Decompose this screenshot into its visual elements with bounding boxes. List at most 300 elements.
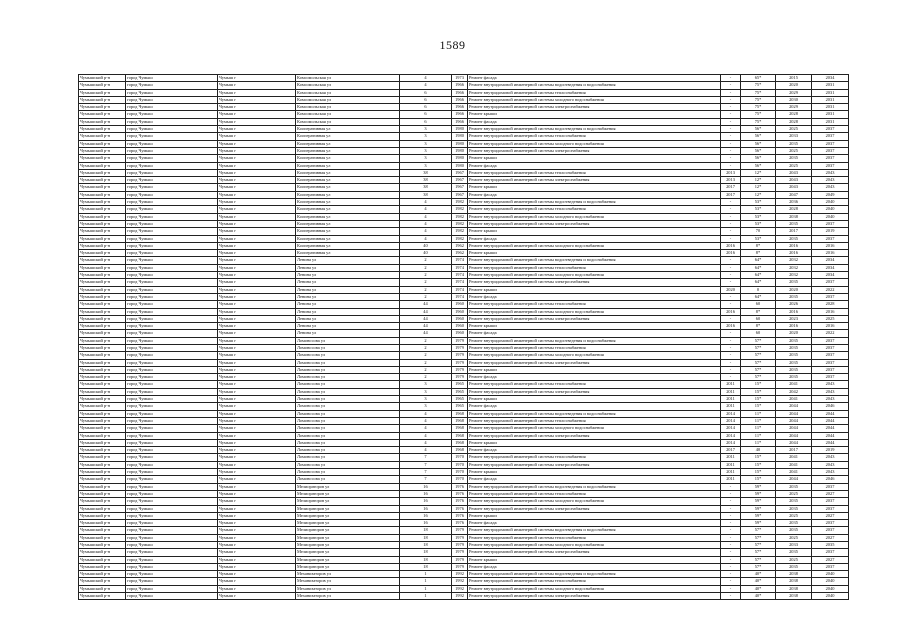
locality-cell: Чумыш г [218, 104, 296, 111]
street-cell: Ленина ул [296, 279, 400, 286]
house-number-cell: 3 [400, 140, 452, 147]
last-repair-year-cell: - [721, 301, 741, 308]
street-cell: Механизаторов ул [296, 585, 400, 592]
district-cell: Чумышский р-н [79, 352, 126, 359]
table-row [79, 585, 849, 592]
locality-cell: Чумыш г [218, 585, 296, 592]
house-number-cell: 44 [400, 330, 452, 337]
build-year-cell: 1968 [452, 432, 468, 439]
build-year-cell: 1979 [452, 344, 468, 351]
table-row [79, 133, 849, 140]
last-repair-year-cell: - [721, 206, 741, 213]
planned-end-cell: 2044 [812, 425, 849, 432]
district-cell: Чумышский р-н [79, 330, 126, 337]
table-row [79, 286, 849, 293]
settlement-cell: город Чумыш [126, 301, 218, 308]
work-type-cell: Ремонт внутридомовой инженерной системы электроснабжения [468, 388, 721, 395]
street-cell: Комсомольская ул [296, 89, 400, 96]
planned-end-cell: 2049 [812, 191, 849, 198]
wear-percent-cell: 15* [741, 403, 776, 410]
table-row [79, 432, 849, 439]
locality-cell: Чумыш г [218, 286, 296, 293]
table-row [79, 82, 849, 89]
planned-end-cell: 2031 [812, 89, 849, 96]
wear-percent-cell: 75* [741, 96, 776, 103]
settlement-cell: город Чумыш [126, 155, 218, 162]
house-number-cell: 1 [400, 578, 452, 585]
build-year-cell: 1974 [452, 264, 468, 271]
street-cell: Механизаторов ул [296, 571, 400, 578]
house-number-cell: 16 [400, 512, 452, 519]
settlement-cell: город Чумыш [126, 549, 218, 556]
street-cell: Кооперативная ул [296, 147, 400, 154]
build-year-cell: 1982 [452, 199, 468, 206]
house-number-cell: 40 [400, 250, 452, 257]
wear-percent-cell: 64* [741, 293, 776, 300]
street-cell: Ленина ул [296, 293, 400, 300]
table-row [79, 228, 849, 235]
planned-end-cell: 2037 [812, 147, 849, 154]
district-cell: Чумышский р-н [79, 381, 126, 388]
planned-start-cell: 2026 [776, 301, 812, 308]
planned-start-cell: 2035 [776, 563, 812, 570]
build-year-cell: 1982 [452, 213, 468, 220]
wear-percent-cell: 57* [741, 563, 776, 570]
work-type-cell: Ремонт фасада [468, 235, 721, 242]
house-number-cell: 1 [400, 571, 452, 578]
work-type-cell: Ремонт внутридомовой инженерной системы водоотведения и водоснабжения [468, 527, 721, 534]
work-type-cell: Ремонт внутридомовой инженерной системы холодного водоснабжения [468, 352, 721, 359]
district-cell: Чумышский р-н [79, 512, 126, 519]
planned-end-cell: 2037 [812, 505, 849, 512]
street-cell: Комсомольская ул [296, 75, 400, 82]
district-cell: Чумышский р-н [79, 476, 126, 483]
settlement-cell: город Чумыш [126, 242, 218, 249]
street-cell: Ломоносова ул [296, 352, 400, 359]
street-cell: Мелиораторов ул [296, 542, 400, 549]
wear-percent-cell: 75* [741, 89, 776, 96]
planned-start-cell: 2016 [776, 242, 812, 249]
district-cell: Чумышский р-н [79, 155, 126, 162]
build-year-cell: 1979 [452, 542, 468, 549]
build-year-cell: 1992 [452, 585, 468, 592]
settlement-cell: город Чумыш [126, 352, 218, 359]
table-row [79, 118, 849, 125]
district-cell: Чумышский р-н [79, 571, 126, 578]
planned-end-cell: 2043 [812, 381, 849, 388]
settlement-cell: город Чумыш [126, 220, 218, 227]
street-cell: Комсомольская ул [296, 82, 400, 89]
district-cell: Чумышский р-н [79, 344, 126, 351]
last-repair-year-cell: - [721, 235, 741, 242]
district-cell: Чумышский р-н [79, 104, 126, 111]
planned-start-cell: 2035 [776, 155, 812, 162]
table-row [79, 461, 849, 468]
last-repair-year-cell: - [721, 220, 741, 227]
settlement-cell: город Чумыш [126, 534, 218, 541]
planned-start-cell: 2038 [776, 593, 812, 600]
district-cell: Чумышский р-н [79, 483, 126, 490]
build-year-cell: 1979 [452, 359, 468, 366]
planned-start-cell: 2044 [776, 425, 812, 432]
build-year-cell: 1974 [452, 279, 468, 286]
last-repair-year-cell: 2014 [721, 425, 741, 432]
planned-start-cell: 2029 [776, 89, 812, 96]
house-number-cell: 2 [400, 374, 452, 381]
district-cell: Чумышский р-н [79, 75, 126, 82]
wear-percent-cell: 15* [741, 388, 776, 395]
table-row [79, 396, 849, 403]
table-row [79, 184, 849, 191]
district-cell: Чумышский р-н [79, 242, 126, 249]
work-type-cell: Ремонт внутридомовой инженерной системы электроснабжения [468, 461, 721, 468]
build-year-cell: 1982 [452, 206, 468, 213]
house-number-cell: 16 [400, 490, 452, 497]
street-cell: Ломоносова ул [296, 439, 400, 446]
settlement-cell: город Чумыш [126, 439, 218, 446]
street-cell: Ломоносова ул [296, 359, 400, 366]
wear-percent-cell: 56* [741, 147, 776, 154]
planned-end-cell: 2034 [812, 75, 849, 82]
build-year-cell: 1976 [452, 520, 468, 527]
wear-percent-cell: 57* [741, 542, 776, 549]
build-year-cell: 1968 [452, 410, 468, 417]
last-repair-year-cell: 2011 [721, 381, 741, 388]
street-cell: Ломоносова ул [296, 396, 400, 403]
locality-cell: Чумыш г [218, 337, 296, 344]
settlement-cell: город Чумыш [126, 308, 218, 315]
settlement-cell: город Чумыш [126, 520, 218, 527]
build-year-cell: 1966 [452, 96, 468, 103]
wear-percent-cell: 57* [741, 352, 776, 359]
table-row [79, 512, 849, 519]
wear-percent-cell: 15* [741, 454, 776, 461]
district-cell: Чумышский р-н [79, 403, 126, 410]
table-row [79, 520, 849, 527]
district-cell: Чумышский р-н [79, 490, 126, 497]
planned-end-cell: 2037 [812, 162, 849, 169]
locality-cell: Чумыш г [218, 75, 296, 82]
planned-start-cell: 2035 [776, 483, 812, 490]
planned-start-cell: 2033 [776, 542, 812, 549]
build-year-cell: 1967 [452, 177, 468, 184]
last-repair-year-cell: - [721, 578, 741, 585]
last-repair-year-cell: - [721, 257, 741, 264]
work-type-cell: Ремонт внутридомовой инженерной системы холодного водоснабжения [468, 308, 721, 315]
locality-cell: Чумыш г [218, 191, 296, 198]
planned-start-cell: 2035 [776, 235, 812, 242]
wear-percent-cell: 40* [741, 571, 776, 578]
locality-cell: Чумыш г [218, 381, 296, 388]
table-row [79, 359, 849, 366]
work-type-cell: Ремонт фасада [468, 162, 721, 169]
wear-percent-cell: 60 [741, 315, 776, 322]
build-year-cell: 1992 [452, 578, 468, 585]
last-repair-year-cell: - [721, 104, 741, 111]
last-repair-year-cell: 2011 [721, 388, 741, 395]
planned-end-cell: 2040 [812, 199, 849, 206]
planned-start-cell: 2020 [776, 330, 812, 337]
planned-start-cell: 2030 [776, 96, 812, 103]
planned-start-cell: 2047 [776, 191, 812, 198]
build-year-cell: 1970 [452, 461, 468, 468]
settlement-cell: город Чумыш [126, 366, 218, 373]
work-type-cell: Ремонт фасада [468, 520, 721, 527]
district-cell: Чумышский р-н [79, 184, 126, 191]
last-repair-year-cell: - [721, 140, 741, 147]
planned-start-cell: 2035 [776, 374, 812, 381]
planned-start-cell: 2016 [776, 323, 812, 330]
planned-start-cell: 2025 [776, 534, 812, 541]
settlement-cell: город Чумыш [126, 454, 218, 461]
street-cell: Ломоносова ул [296, 403, 400, 410]
last-repair-year-cell: - [721, 111, 741, 118]
district-cell: Чумышский р-н [79, 410, 126, 417]
build-year-cell: 1979 [452, 374, 468, 381]
build-year-cell: 1980 [452, 155, 468, 162]
table-row [79, 293, 849, 300]
street-cell: Кооперативная ул [296, 220, 400, 227]
street-cell: Кооперативная ул [296, 213, 400, 220]
settlement-cell: город Чумыш [126, 213, 218, 220]
district-cell: Чумышский р-н [79, 301, 126, 308]
work-type-cell: Ремонт внутридомовой инженерной системы теплоснабжения [468, 578, 721, 585]
locality-cell: Чумыш г [218, 374, 296, 381]
district-cell: Чумышский р-н [79, 169, 126, 176]
planned-end-cell: 2046 [812, 403, 849, 410]
last-repair-year-cell: - [721, 228, 741, 235]
planned-start-cell: 2017 [776, 447, 812, 454]
last-repair-year-cell: - [721, 96, 741, 103]
planned-end-cell: 2035 [812, 542, 849, 549]
district-cell: Чумышский р-н [79, 374, 126, 381]
table-row [79, 490, 849, 497]
work-type-cell: Ремонт крыши [468, 228, 721, 235]
table-row [79, 549, 849, 556]
settlement-cell: город Чумыш [126, 147, 218, 154]
planned-start-cell: 2038 [776, 213, 812, 220]
last-repair-year-cell: - [721, 542, 741, 549]
build-year-cell: 1960 [452, 330, 468, 337]
build-year-cell: 1962 [452, 250, 468, 257]
build-year-cell: 1979 [452, 534, 468, 541]
locality-cell: Чумыш г [218, 82, 296, 89]
planned-end-cell: 2037 [812, 498, 849, 505]
wear-percent-cell: 56* [741, 126, 776, 133]
work-type-cell: Ремонт внутридомовой инженерной системы холодного водоснабжения [468, 140, 721, 147]
last-repair-year-cell: - [721, 133, 741, 140]
wear-percent-cell: 64* [741, 264, 776, 271]
district-cell: Чумышский р-н [79, 111, 126, 118]
last-repair-year-cell: 2011 [721, 396, 741, 403]
locality-cell: Чумыш г [218, 272, 296, 279]
district-cell: Чумышский р-н [79, 286, 126, 293]
locality-cell: Чумыш г [218, 206, 296, 213]
street-cell: Ленина ул [296, 257, 400, 264]
street-cell: Кооперативная ул [296, 206, 400, 213]
settlement-cell: город Чумыш [126, 257, 218, 264]
planned-start-cell: 2038 [776, 571, 812, 578]
settlement-cell: город Чумыш [126, 476, 218, 483]
build-year-cell: 1966 [452, 104, 468, 111]
last-repair-year-cell: - [721, 82, 741, 89]
work-type-cell: Ремонт фасада [468, 75, 721, 82]
locality-cell: Чумыш г [218, 359, 296, 366]
build-year-cell: 1992 [452, 593, 468, 600]
wear-percent-cell: 15* [741, 476, 776, 483]
planned-end-cell: 2043 [812, 184, 849, 191]
planned-end-cell: 2037 [812, 549, 849, 556]
settlement-cell: город Чумыш [126, 498, 218, 505]
district-cell: Чумышский р-н [79, 585, 126, 592]
district-cell: Чумышский р-н [79, 118, 126, 125]
work-type-cell: Ремонт внутридомовой инженерной системы водоотведения и водоснабжения [468, 571, 721, 578]
last-repair-year-cell: - [721, 359, 741, 366]
work-type-cell: Ремонт внутридомовой инженерной системы электроснабжения [468, 220, 721, 227]
wear-percent-cell: 40* [741, 585, 776, 592]
planned-start-cell: 2044 [776, 432, 812, 439]
locality-cell: Чумыш г [218, 505, 296, 512]
last-repair-year-cell: - [721, 199, 741, 206]
last-repair-year-cell: - [721, 118, 741, 125]
planned-start-cell: 2042 [776, 388, 812, 395]
house-number-cell: 7 [400, 469, 452, 476]
district-cell: Чумышский р-н [79, 140, 126, 147]
settlement-cell: город Чумыш [126, 75, 218, 82]
wear-percent-cell: 59* [741, 512, 776, 519]
last-repair-year-cell: - [721, 293, 741, 300]
table-row [79, 476, 849, 483]
settlement-cell: город Чумыш [126, 512, 218, 519]
work-type-cell: Ремонт внутридомовой инженерной системы водоотведения и водоснабжения [468, 126, 721, 133]
settlement-cell: город Чумыш [126, 206, 218, 213]
table-row [79, 213, 849, 220]
planned-start-cell: 2041 [776, 469, 812, 476]
planned-start-cell: 2032 [776, 264, 812, 271]
planned-start-cell: 2023 [776, 315, 812, 322]
planned-start-cell: 2035 [776, 279, 812, 286]
district-cell: Чумышский р-н [79, 425, 126, 432]
build-year-cell: 1982 [452, 228, 468, 235]
settlement-cell: город Чумыш [126, 111, 218, 118]
locality-cell: Чумыш г [218, 111, 296, 118]
last-repair-year-cell: 2013 [721, 177, 741, 184]
street-cell: Ломоносова ул [296, 366, 400, 373]
last-repair-year-cell: 2020 [721, 286, 741, 293]
wear-percent-cell: 15* [741, 381, 776, 388]
wear-percent-cell: 75* [741, 82, 776, 89]
planned-end-cell: 2046 [812, 476, 849, 483]
house-number-cell: 38 [400, 177, 452, 184]
build-year-cell: 1970 [452, 476, 468, 483]
work-type-cell: Ремонт крыши [468, 366, 721, 373]
house-number-cell: 4 [400, 213, 452, 220]
table-row [79, 235, 849, 242]
last-repair-year-cell: - [721, 549, 741, 556]
build-year-cell: 1962 [452, 242, 468, 249]
locality-cell: Чумыш г [218, 118, 296, 125]
wear-percent-cell: 11* [741, 417, 776, 424]
planned-start-cell: 2035 [776, 337, 812, 344]
table-row [79, 454, 849, 461]
street-cell: Мелиораторов ул [296, 556, 400, 563]
planned-end-cell: 2028 [812, 301, 849, 308]
planned-start-cell: 2025 [776, 162, 812, 169]
locality-cell: Чумыш г [218, 213, 296, 220]
house-number-cell: 7 [400, 476, 452, 483]
street-cell: Комсомольская ул [296, 111, 400, 118]
locality-cell: Чумыш г [218, 425, 296, 432]
wear-percent-cell: 56* [741, 162, 776, 169]
work-type-cell: Ремонт крыши [468, 556, 721, 563]
planned-end-cell: 2037 [812, 337, 849, 344]
street-cell: Ленина ул [296, 286, 400, 293]
planned-end-cell: 2031 [812, 104, 849, 111]
wear-percent-cell: 59* [741, 483, 776, 490]
locality-cell: Чумыш г [218, 469, 296, 476]
table-row [79, 191, 849, 198]
planned-start-cell: 2044 [776, 476, 812, 483]
wear-percent-cell: 8* [741, 308, 776, 315]
house-number-cell: 3 [400, 403, 452, 410]
build-year-cell: 1979 [452, 563, 468, 570]
table-row [79, 381, 849, 388]
work-type-cell: Ремонт внутридомовой инженерной системы холодного водоснабжения [468, 542, 721, 549]
settlement-cell: город Чумыш [126, 381, 218, 388]
locality-cell: Чумыш г [218, 242, 296, 249]
planned-end-cell: 2027 [812, 490, 849, 497]
planned-start-cell: 2035 [776, 220, 812, 227]
locality-cell: Чумыш г [218, 396, 296, 403]
house-number-cell: 2 [400, 359, 452, 366]
work-type-cell: Ремонт внутридомовой инженерной системы водоотведения и водоснабжения [468, 483, 721, 490]
wear-percent-cell: 57* [741, 527, 776, 534]
table-row [79, 352, 849, 359]
settlement-cell: город Чумыш [126, 432, 218, 439]
last-repair-year-cell: - [721, 556, 741, 563]
work-type-cell: Ремонт внутридомовой инженерной системы водоотведения и водоснабжения [468, 82, 721, 89]
street-cell: Мелиораторов ул [296, 490, 400, 497]
settlement-cell: город Чумыш [126, 403, 218, 410]
last-repair-year-cell: - [721, 352, 741, 359]
district-cell: Чумышский р-н [79, 220, 126, 227]
settlement-cell: город Чумыш [126, 461, 218, 468]
planned-end-cell: 2037 [812, 520, 849, 527]
build-year-cell: 1982 [452, 235, 468, 242]
table-row [79, 315, 849, 322]
last-repair-year-cell: 2013 [721, 169, 741, 176]
settlement-cell: город Чумыш [126, 126, 218, 133]
planned-end-cell: 2044 [812, 410, 849, 417]
build-year-cell: 1966 [452, 111, 468, 118]
wear-percent-cell: 64* [741, 257, 776, 264]
house-number-cell: 6 [400, 104, 452, 111]
wear-percent-cell: 15* [741, 396, 776, 403]
locality-cell: Чумыш г [218, 323, 296, 330]
work-type-cell: Ремонт фасада [468, 191, 721, 198]
locality-cell: Чумыш г [218, 220, 296, 227]
work-type-cell: Ремонт крыши [468, 512, 721, 519]
build-year-cell: 1980 [452, 147, 468, 154]
planned-end-cell: 2037 [812, 527, 849, 534]
wear-percent-cell: 75* [741, 111, 776, 118]
settlement-cell: город Чумыш [126, 235, 218, 242]
district-cell: Чумышский р-н [79, 82, 126, 89]
work-type-cell: Ремонт фасада [468, 293, 721, 300]
street-cell: Комсомольская ул [296, 118, 400, 125]
table-row [79, 388, 849, 395]
locality-cell: Чумыш г [218, 556, 296, 563]
